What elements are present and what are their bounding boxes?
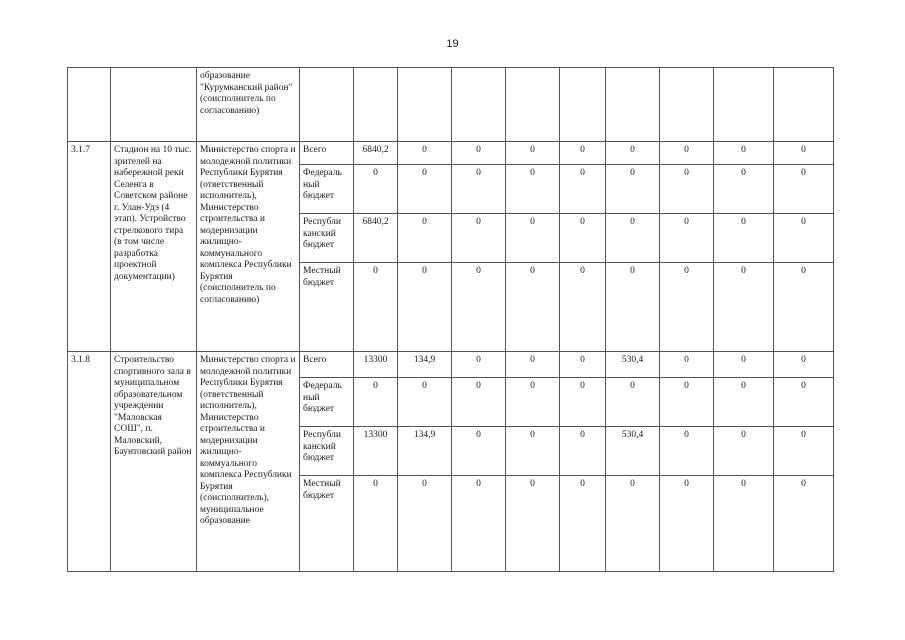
value-cell: 0: [560, 378, 606, 427]
value-cell: 0: [560, 263, 606, 352]
funding-source: Республи канский бюджет: [300, 214, 354, 263]
funding-source: Всего: [300, 142, 354, 165]
value-cell: 0: [560, 165, 606, 214]
value-cell: 134,9: [398, 427, 452, 476]
value-cell: 0: [452, 352, 506, 378]
name-cell: [111, 68, 197, 142]
value-cell: 0: [606, 142, 660, 165]
value-cell: 0: [452, 165, 506, 214]
value-cell: 0: [560, 214, 606, 263]
value-cell: 0: [660, 476, 714, 572]
item-responsible: Министерство спорта и молодежной политики Республики Бурятия (ответственный исполнитель), Министерство строительства и модернизации жилищно-коммунального комплекса Республики Бурятия (соисполнитель по согласованию): [197, 142, 300, 352]
value-cell: 0: [606, 263, 660, 352]
value-cell: 0: [660, 352, 714, 378]
value-cell: 0: [560, 352, 606, 378]
page-number: 19: [446, 38, 459, 50]
value-cell: 0: [714, 263, 774, 352]
value-cell: 0: [506, 427, 560, 476]
value-cell: 0: [506, 165, 560, 214]
value-cell: 0: [660, 214, 714, 263]
value-cell: 0: [506, 378, 560, 427]
value-cell: 0: [560, 427, 606, 476]
value-cell: 13300: [354, 427, 398, 476]
value-cell: 0: [606, 378, 660, 427]
table-row: [68, 352, 834, 378]
value-cell: 0: [660, 378, 714, 427]
value-cell: 0: [452, 378, 506, 427]
value-cell: 0: [506, 214, 560, 263]
value-cell: 0: [606, 214, 660, 263]
funding-source: Федераль ный бюджет: [300, 378, 354, 427]
value-cell: 0: [398, 142, 452, 165]
value-cell: 0: [774, 378, 834, 427]
value-cell: 0: [354, 263, 398, 352]
funding-source: Местный бюджет: [300, 476, 354, 572]
value-cell: 0: [774, 165, 834, 214]
value-cell: 0: [354, 165, 398, 214]
value-cell: 0: [660, 427, 714, 476]
value-cell: 0: [714, 165, 774, 214]
item-responsible: Министерство спорта и молодежной политики Республики Бурятия (ответственный исполнитель), Министерство строительства и модернизации жилищно-коммуального комплекса Республики Бурятия (соисполнитель), муниципальное образование: [197, 352, 300, 572]
value-cell: 0: [506, 352, 560, 378]
value-cell: 0: [660, 142, 714, 165]
value-cell: 0: [606, 165, 660, 214]
value-cell: 0: [506, 476, 560, 572]
funding-source: Федераль ный бюджет: [300, 165, 354, 214]
value-cell: 0: [714, 352, 774, 378]
value-cell: 6840,2: [354, 214, 398, 263]
value-cell: 0: [660, 165, 714, 214]
value-cell: 0: [506, 263, 560, 352]
budget-table: [67, 67, 834, 572]
value-cell: 0: [774, 263, 834, 352]
value-cell: 0: [714, 378, 774, 427]
value-cell: 0: [354, 378, 398, 427]
value-cell: 0: [452, 427, 506, 476]
code-cell: [68, 68, 111, 142]
item-code: 3.1.8: [68, 352, 111, 572]
value-cell: 0: [452, 214, 506, 263]
funding-source: Республи канский бюджет: [300, 427, 354, 476]
value-cell: 0: [714, 476, 774, 572]
table-body: [68, 68, 834, 572]
value-cell: 0: [714, 214, 774, 263]
value-cell: 0: [560, 476, 606, 572]
value-cell: 0: [398, 214, 452, 263]
value-cell: 0: [452, 263, 506, 352]
value-cell: 0: [452, 142, 506, 165]
value-cell: 0: [774, 352, 834, 378]
table-row: [68, 142, 834, 165]
value-cell: 134,9: [398, 352, 452, 378]
value-cell: 0: [774, 142, 834, 165]
value-cell: 13300: [354, 352, 398, 378]
funding-source: Всего: [300, 352, 354, 378]
continuation-row: [68, 68, 834, 142]
value-cell: 0: [774, 214, 834, 263]
value-cell: 0: [774, 427, 834, 476]
value-cell: 0: [354, 476, 398, 572]
value-cell: 0: [452, 476, 506, 572]
value-cell: 0: [714, 427, 774, 476]
value-cell: 530,4: [606, 427, 660, 476]
value-cell: 0: [714, 142, 774, 165]
funding-source: Местный бюджет: [300, 263, 354, 352]
value-cell: 0: [606, 476, 660, 572]
value-cell: 0: [506, 142, 560, 165]
value-cell: 0: [660, 263, 714, 352]
value-cell: 0: [398, 476, 452, 572]
item-name: Стадион на 10 тыс. зрителей на набережной реки Селенга в Советском районе г. Улан-Удэ (4 этап). Устройство стрелкового тира (в том числе разработка проектной документации): [111, 142, 197, 352]
item-code: 3.1.7: [68, 142, 111, 352]
value-cell: 0: [398, 165, 452, 214]
value-cell: 0: [398, 263, 452, 352]
value-cell: 530,4: [606, 352, 660, 378]
value-cell: 0: [398, 378, 452, 427]
value-cell: 0: [560, 142, 606, 165]
value-cell: 6840,2: [354, 142, 398, 165]
value-cell: 0: [774, 476, 834, 572]
item-name: Строительство спортивного зала в муниципальном образовательном учреждении "Маловская СОШ", п. Маловский, Баунтовский район: [111, 352, 197, 572]
responsible-cell: образование "Курумканский район" (соисполнитель по согласованию): [197, 68, 300, 142]
